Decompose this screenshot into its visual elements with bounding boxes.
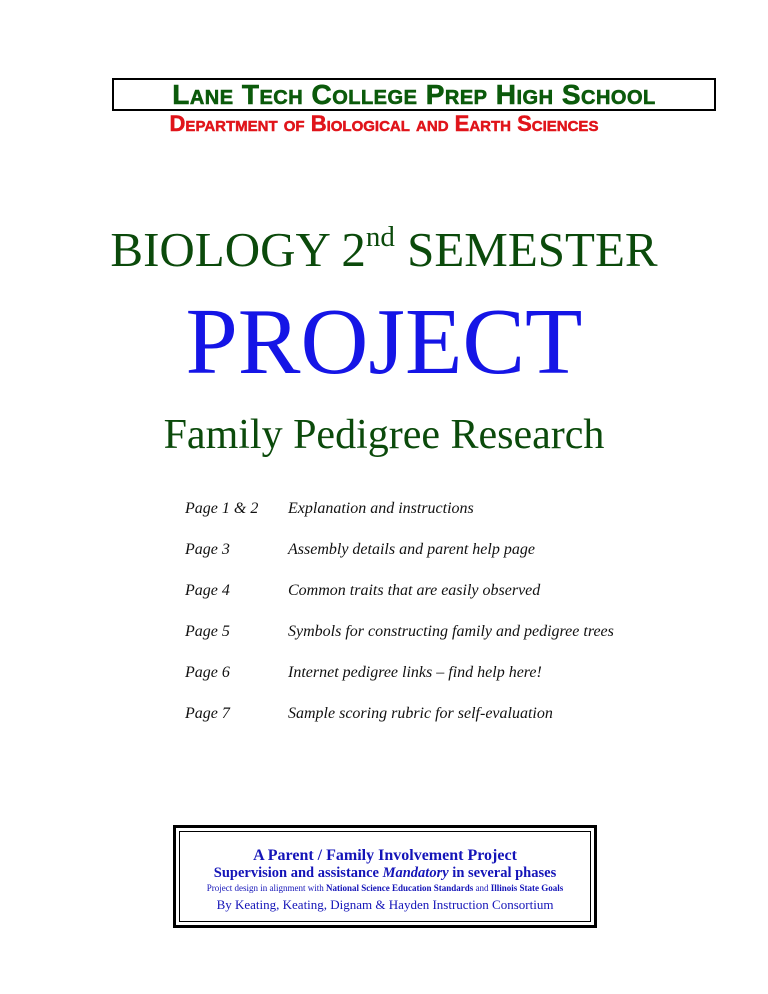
contents-description: Common traits that are easily observed: [288, 582, 541, 599]
contents-item: [185, 660, 685, 701]
contents-item: [185, 578, 685, 619]
design-prefix: Project design in alignment with: [206, 883, 326, 893]
contents-page-number: Page 5: [185, 623, 230, 640]
design-and: and: [473, 883, 491, 893]
contents-page-number: Page 7: [185, 705, 230, 722]
contents-list: [185, 496, 685, 742]
course-title: [0, 222, 768, 278]
school-name-box: [112, 78, 716, 111]
involvement-box-inner: [179, 831, 591, 922]
supervision-prefix: Supervision and assistance: [213, 865, 383, 881]
design-note: [180, 882, 590, 895]
contents-description: Internet pedigree links – find help here!: [288, 664, 542, 681]
design-goals: Illinois State Goals: [490, 883, 564, 893]
contents-item: [185, 619, 685, 660]
department-name: Department of Biological and Earth Sciences: [169, 111, 599, 136]
project-heading: PROJECT: [185, 290, 583, 394]
course-title-superscript: nd: [365, 221, 395, 253]
contents-description: Explanation and instructions: [288, 500, 474, 517]
contents-description: Symbols for constructing family and pedigree trees: [288, 623, 614, 640]
course-title-prefix: BIOLOGY 2: [110, 222, 366, 277]
design-standards: National Science Education Standards: [325, 883, 474, 893]
involvement-title: A Parent / Family Involvement Project: [253, 847, 517, 864]
project-subtitle: Family Pedigree Research: [163, 412, 605, 458]
contents-page-number: Page 1 & 2: [185, 500, 259, 517]
contents-description: Sample scoring rubric for self-evaluation: [288, 705, 553, 722]
contents-page-number: Page 6: [185, 664, 230, 681]
involvement-box: [173, 825, 597, 928]
authors-credit: By Keating, Keating, Dignam & Hayden Instruction Consortium: [216, 897, 554, 912]
contents-item: [185, 701, 685, 742]
school-name: Lane Tech College Prep High School: [172, 79, 656, 110]
supervision-note: [180, 865, 590, 882]
contents-description: Assembly details and parent help page: [288, 541, 535, 558]
supervision-emphasis: Mandatory: [382, 865, 449, 881]
contents-page-number: Page 3: [185, 541, 230, 558]
contents-page-number: Page 4: [185, 582, 230, 599]
course-title-suffix: SEMESTER: [394, 222, 658, 277]
contents-item: [185, 537, 685, 578]
contents-item: [185, 496, 685, 537]
supervision-suffix: in several phases: [448, 865, 557, 881]
